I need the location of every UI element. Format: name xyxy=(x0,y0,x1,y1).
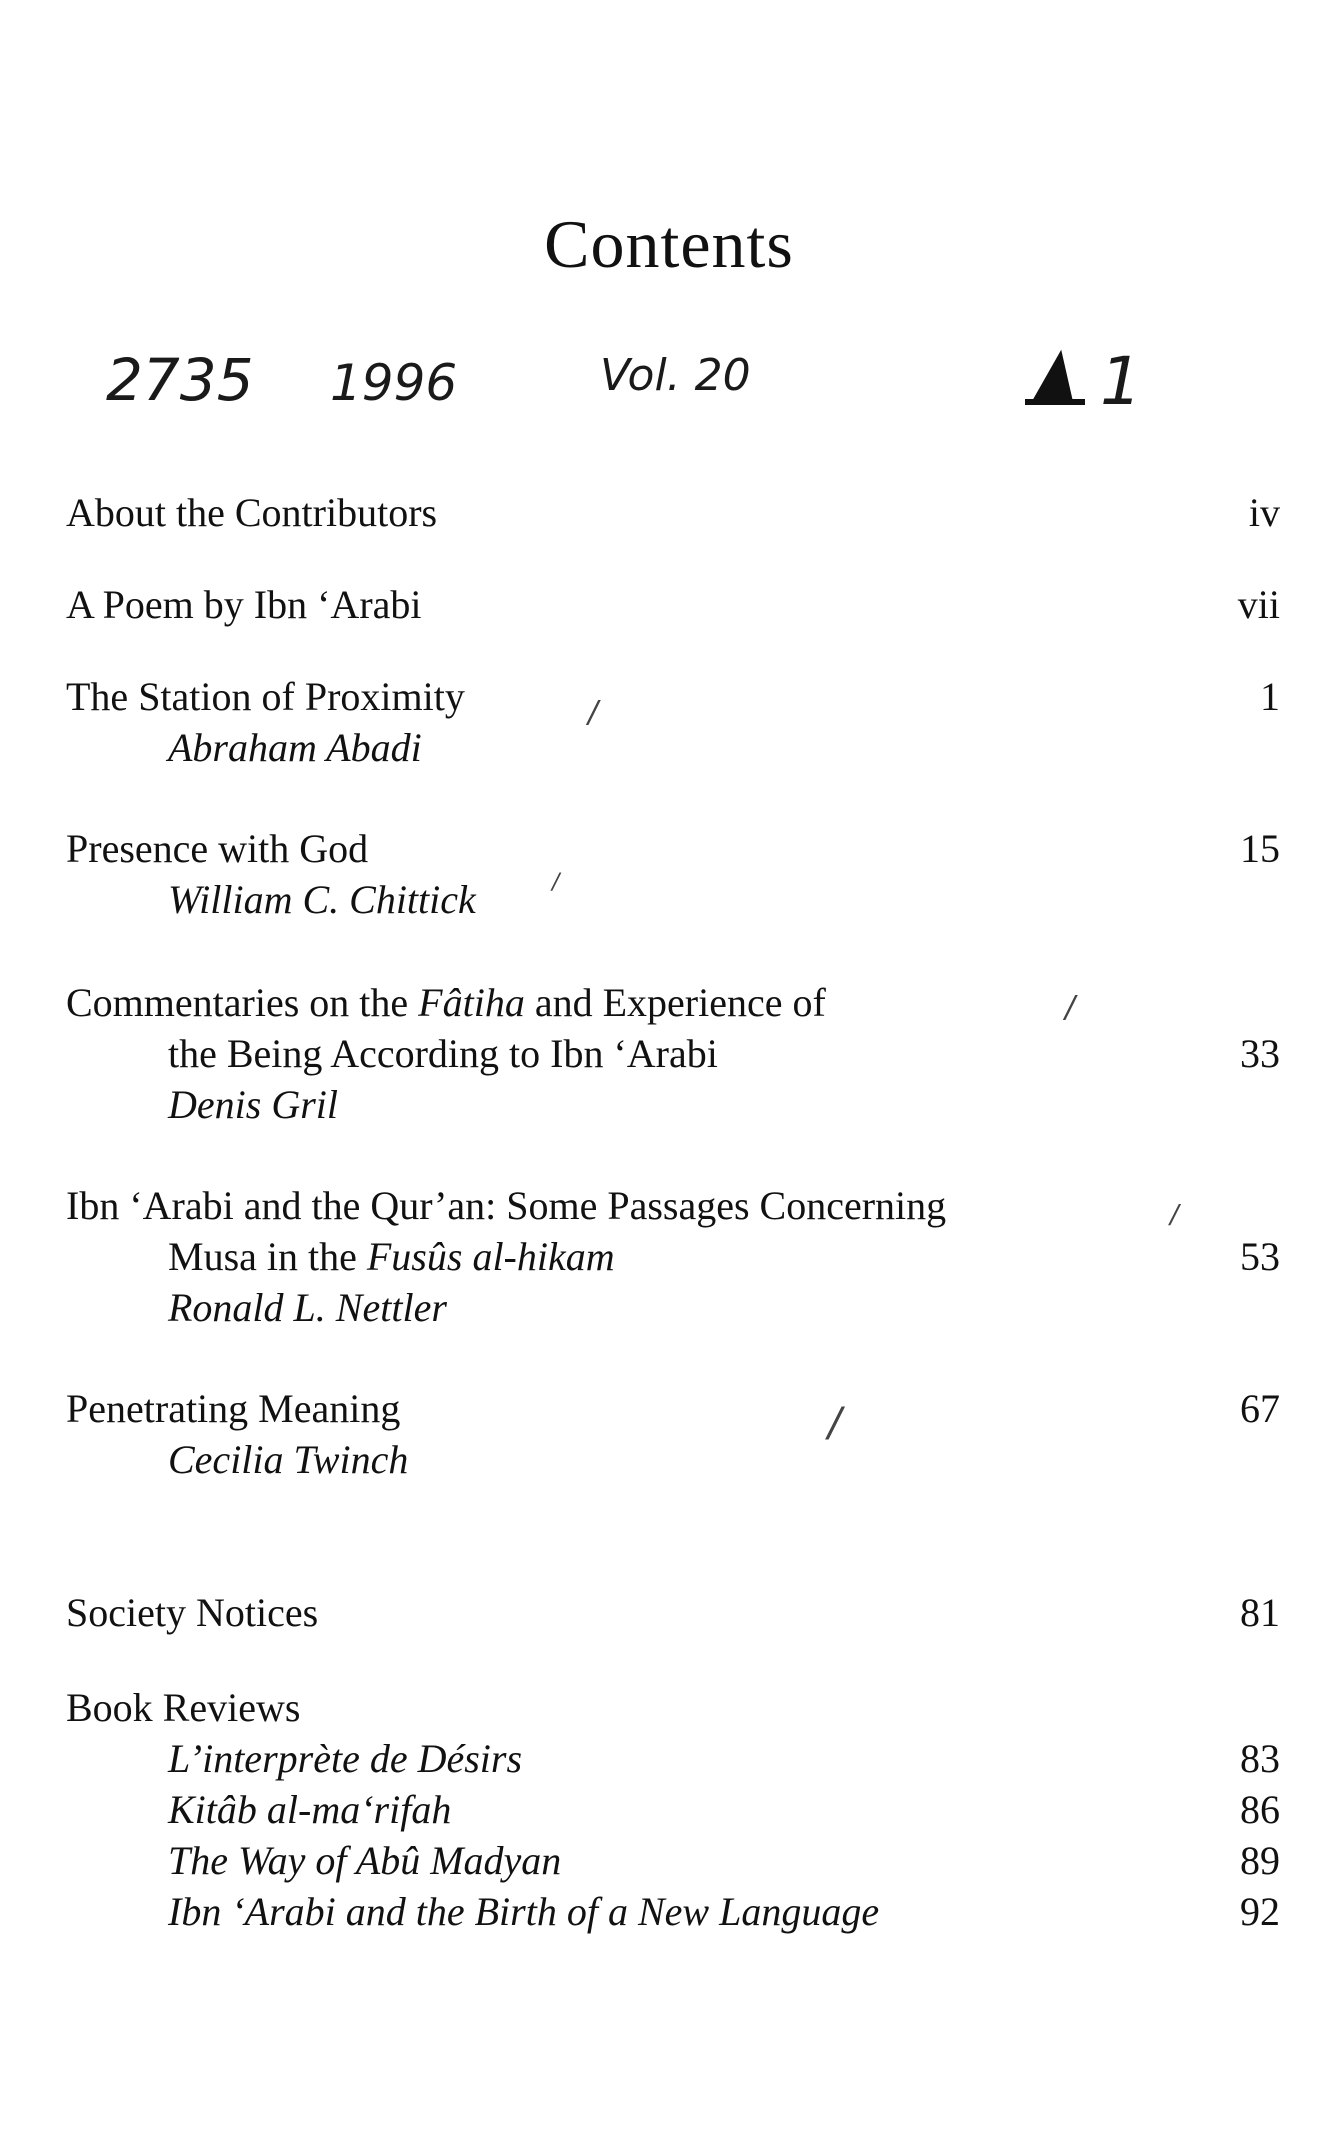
entry-page: 53 xyxy=(1240,1234,1280,1279)
pencil-tick-mark: / xyxy=(588,695,599,730)
toc-entry xyxy=(66,1383,1280,1485)
review-page: 83 xyxy=(1240,1736,1280,1781)
review-page: 89 xyxy=(1240,1838,1280,1883)
entry-page: 15 xyxy=(1240,826,1280,871)
entry-author: Abraham Abadi xyxy=(168,725,422,770)
review-title: Kitâb al-ma‘rifah xyxy=(168,1787,452,1832)
pencil-tick-mark: / xyxy=(828,1400,842,1446)
entry-page: iv xyxy=(1248,490,1280,535)
handwritten-volume: Vol. 20 xyxy=(600,350,751,401)
handwritten-copy-number: 1 xyxy=(1100,343,1142,420)
entry-title: The Station of Proximity xyxy=(66,674,465,719)
review-title: L’interprète de Désirs xyxy=(168,1736,523,1781)
review-title: The Way of Abû Madyan xyxy=(168,1838,562,1883)
entry-title: A Poem by Ibn ‘Arabi xyxy=(66,582,422,627)
toc-entry xyxy=(66,1587,1280,1638)
toc-entry xyxy=(66,977,1280,1130)
entry-title: Ibn ‘Arabi and the Qur’an: Some Passages Concerning xyxy=(66,1183,947,1228)
toc-entry xyxy=(66,487,1280,538)
review-title: Ibn ‘Arabi and the Birth of a New Language xyxy=(168,1889,880,1934)
handwritten-year: 1996 xyxy=(330,354,458,412)
review-page: 86 xyxy=(1240,1787,1280,1832)
entry-title-line2: the Being According to Ibn ‘Arabi xyxy=(168,1031,718,1076)
entry-author: Cecilia Twinch xyxy=(168,1437,409,1482)
entry-title-italic: Fâtiha xyxy=(418,980,525,1025)
entry-page: 81 xyxy=(1240,1590,1280,1635)
entry-author: Ronald L. Nettler xyxy=(168,1285,447,1330)
entry-title-line2-start: Musa in the xyxy=(168,1234,367,1279)
handwritten-scribble xyxy=(1025,358,1085,402)
entry-title-end: and Experience of xyxy=(524,980,826,1025)
handwritten-annotation xyxy=(100,330,1200,450)
entry-author: William C. Chittick xyxy=(168,877,476,922)
entry-page: vii xyxy=(1237,582,1280,627)
pencil-tick-mark: / xyxy=(1065,990,1076,1025)
entry-page: 67 xyxy=(1240,1386,1280,1431)
entry-title-start: Commentaries on the xyxy=(66,980,419,1025)
toc-entry xyxy=(66,1180,1280,1333)
toc-entry xyxy=(66,579,1280,630)
entry-title-line2-italic: Fusûs al-hikam xyxy=(366,1234,615,1279)
entry-title: About the Contributors xyxy=(66,490,438,535)
entry-title: Society Notices xyxy=(66,1590,319,1635)
entry-title: Presence with God xyxy=(66,826,369,871)
book-reviews-section xyxy=(66,1682,1280,1937)
book-reviews-heading: Book Reviews xyxy=(66,1685,301,1730)
entry-page: 1 xyxy=(1260,674,1280,719)
entry-page: 33 xyxy=(1240,1031,1280,1076)
pencil-tick-mark: / xyxy=(1170,1200,1179,1230)
toc-entry xyxy=(66,671,1280,773)
entry-author: Denis Gril xyxy=(168,1082,338,1127)
review-page: 92 xyxy=(1240,1889,1280,1934)
page-title: Contents xyxy=(544,206,794,282)
entry-title: Penetrating Meaning xyxy=(66,1386,401,1431)
toc-entry xyxy=(66,823,1280,925)
pencil-tick-mark: / xyxy=(552,870,560,895)
handwritten-call-number: 2735 xyxy=(106,346,254,414)
